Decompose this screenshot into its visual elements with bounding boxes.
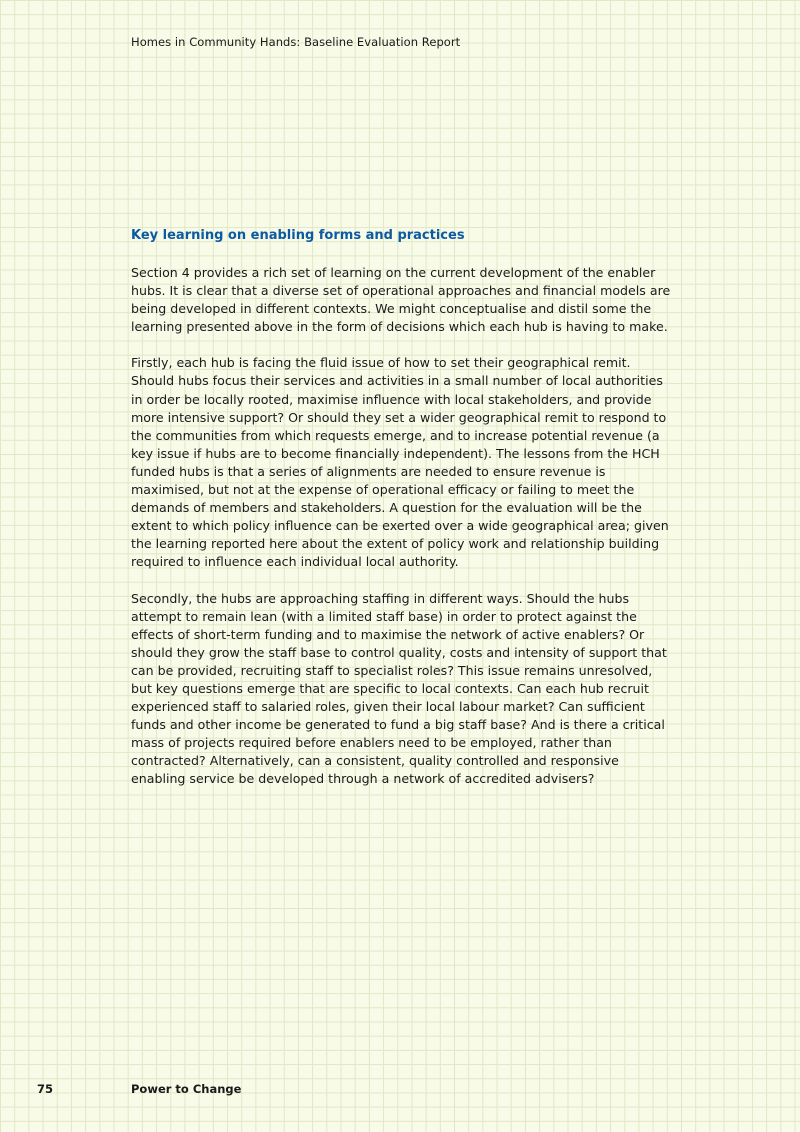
paragraph-section-4-learning: Section 4 provides a rich set of learning on the current development of the enabler hubs. It is clear that a diverse set of operational approaches and financial models are being developed in different contexts. We might conceptualise and distil some the learning presented above in the form of decisions which each hub is having to make.	[131, 265, 671, 335]
section-heading: Key learning on enabling forms and practices	[131, 228, 465, 243]
main-content	[131, 226, 671, 807]
running-header: Homes in Community Hands: Baseline Evaluation Report	[131, 35, 461, 49]
page-number: 75	[37, 1082, 54, 1096]
paragraph-geographical-remit: Firstly, each hub is facing the fluid issue of how to set their geographical remit. Should hubs focus their services and activities in a small number of local authorities in order be locally rooted, maximise influence with local stakeholders, and provide more intensive support? Or should they set a wider geographical remit to respond to the communities from which requests emerge, and to increase potential revenue (a key issue if hubs are to become financially independent). The lessons from the HCH funded hubs is that a series of alignments are needed to ensure revenue is maximised, but not at the expense of operational efficacy or failing to meet the demands of members and stakeholders. A question for the evaluation will be the extent to which policy influence can be exerted over a wide geographical area; given the learning reported here about the extent of policy work and relationship building required to influence each individual local authority.	[131, 355, 669, 570]
paragraph-staffing: Secondly, the hubs are approaching staffing in different ways. Should the hubs attempt to remain lean (with a limited staff base) in order to protect against the effects of short-term funding and to maximise the network of active enablers? Or should they grow the staff base to control quality, costs and intensity of support that can be provided, recruiting staff to specialist roles? This issue remains unresolved, but key questions emerge that are specific to local contexts. Can each hub recruit experienced staff to salaried roles, given their local labour market? Can sufficient funds and other income be generated to fund a big staff base? And is there a critical mass of projects required before enablers need to be employed, rather than contracted? Alternatively, can a consistent, quality controlled and responsive enabling service be developed through a network of accredited advisers?	[131, 590, 667, 787]
footer-organisation: Power to Change	[131, 1082, 242, 1096]
